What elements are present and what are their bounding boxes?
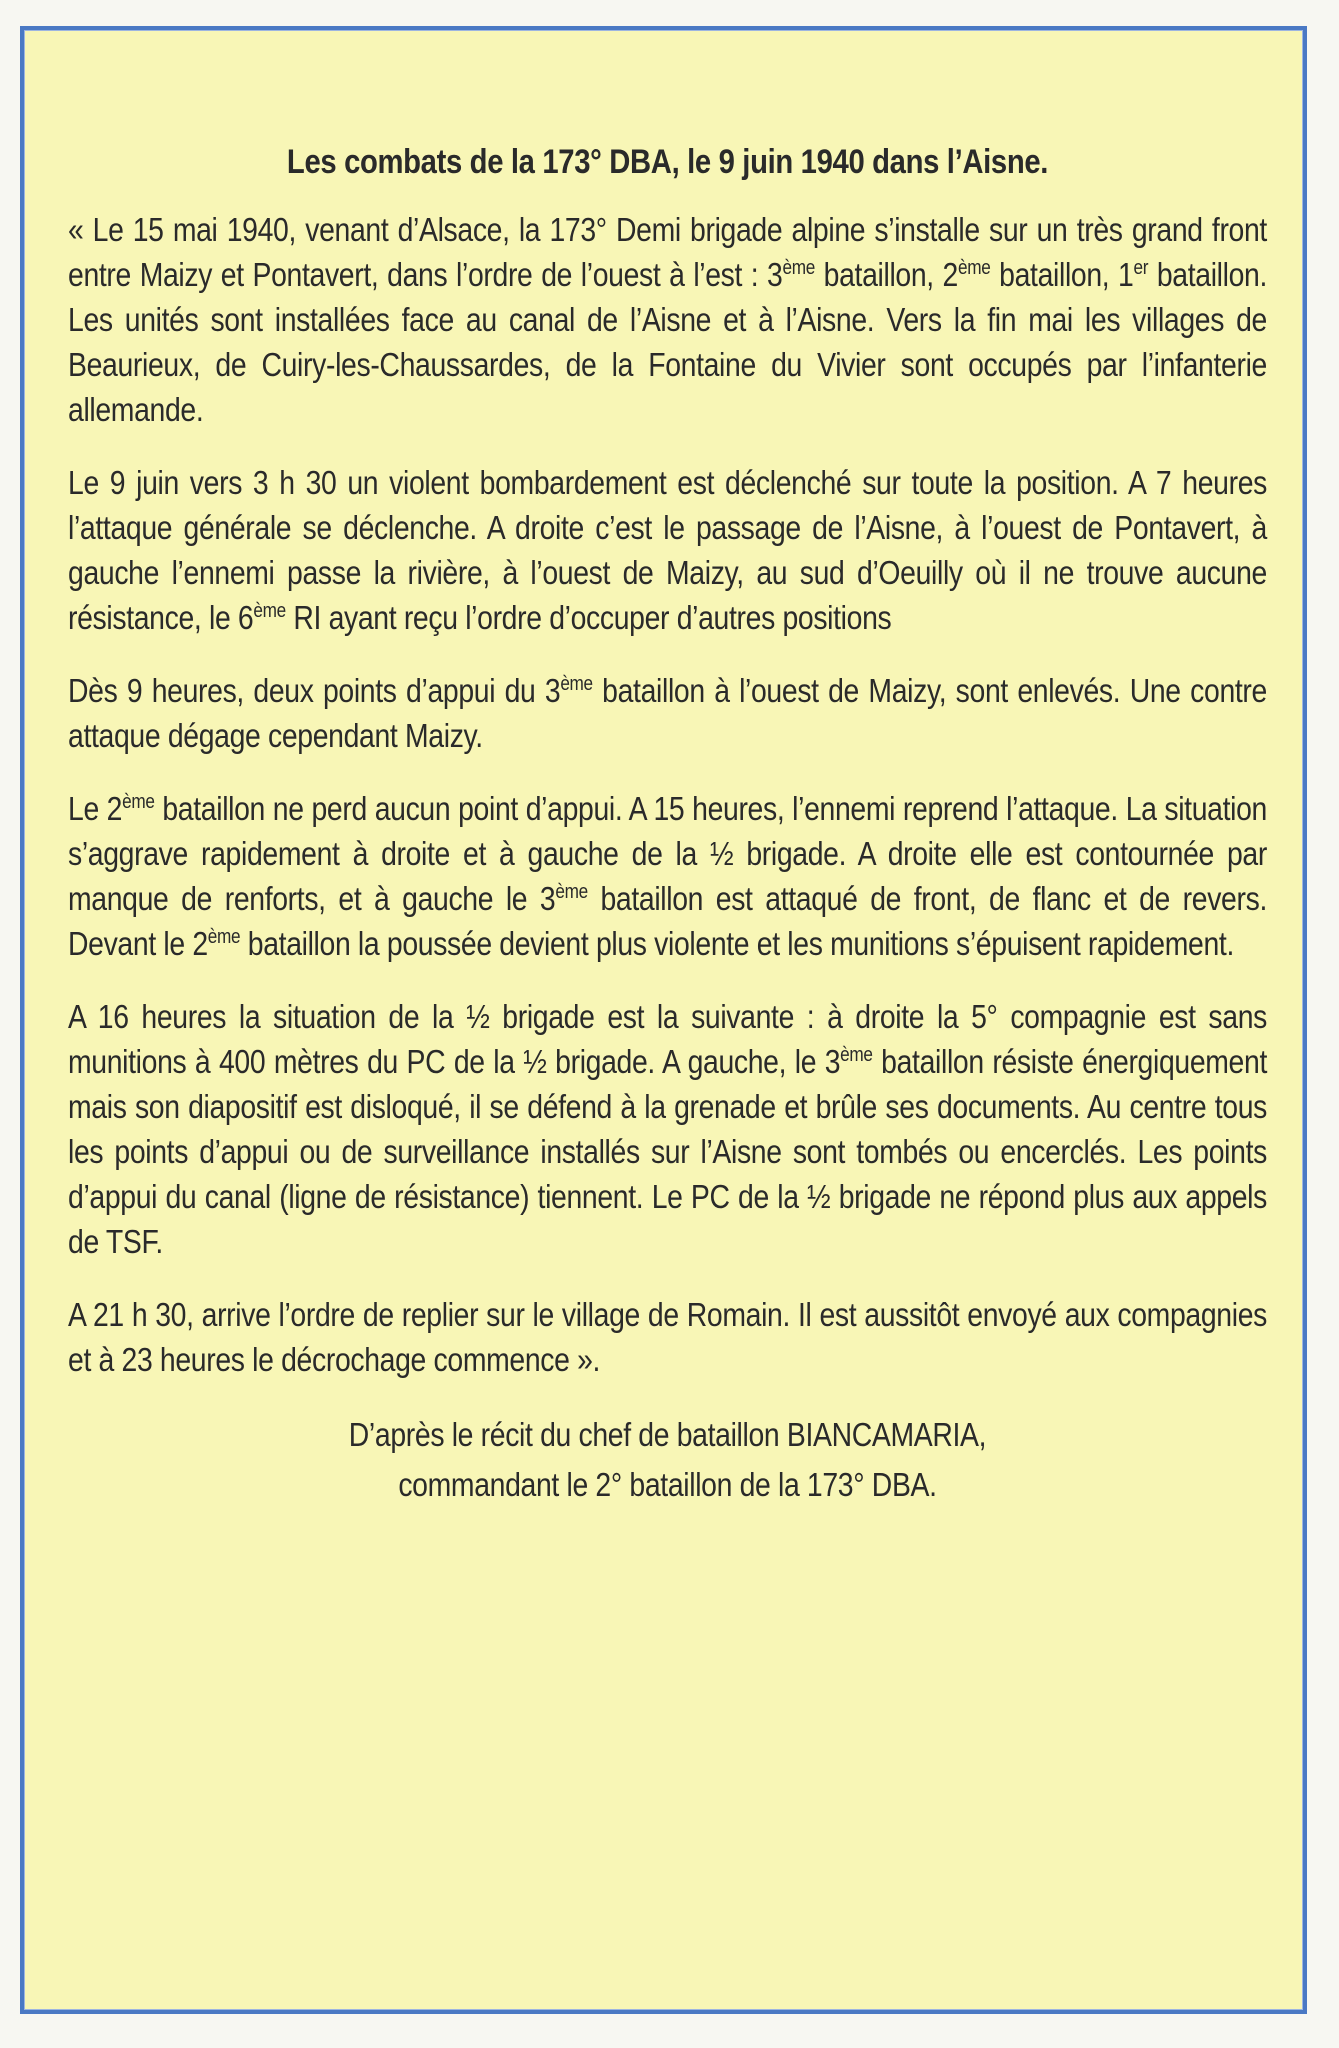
paragraph-text: bataillon est attaqué de front, de flanc et de revers. Devant le 2: [68, 880, 1268, 962]
document-frame: [20, 26, 1307, 2014]
signature-line-1: D’après le récit du chef de bataillon BIANCAMARIA,: [348, 1416, 987, 1453]
paragraph-text: A 21 h 30, arrive l’ordre de replier sur le village de Romain. Il est aussitôt envoyé aux compagnies et à 23 heures le décrochage commence ».: [68, 1296, 1267, 1378]
paragraph-text: bataillon à l’ouest de Maizy, sont enlevés. Une contre attaque dégage cependant Maizy.: [68, 672, 1267, 754]
signature-block: [68, 1410, 1267, 1510]
superscript: ème: [560, 673, 593, 695]
paragraph-text: Dès 9 heures, deux points d’appui du 3: [68, 672, 561, 709]
paragraph-text: bataillon, 1: [990, 256, 1134, 293]
paragraph-5: [68, 994, 1267, 1264]
paragraph-4: [68, 786, 1267, 966]
document-body: [68, 140, 1267, 1510]
paragraph-text: Le 2: [68, 790, 123, 827]
paragraph-text: bataillon ne perd aucun point d’appui. A 15 heures, l’ennemi reprend l’attaque. La situation s’aggrave rapidement à droite et à gauche de la ½ brigade. A droite elle est contournée par manque de renforts, et à gauche le 3: [68, 790, 1267, 917]
superscript: ème: [782, 257, 815, 279]
paragraph-1: [68, 207, 1267, 432]
superscript: ème: [253, 600, 286, 622]
signature-line-2: commandant le 2° bataillon de la 173° DBA.: [398, 1466, 937, 1503]
paragraph-text: bataillon, 2: [814, 256, 959, 293]
superscript: ème: [958, 257, 991, 279]
paragraph-text: bataillon. Les unités sont installées face au canal de l’Aisne et à l’Aisne. Vers la fin mai les villages de Beaurieux, de Cuiry-les-Chaussardes, de la Fontaine du Vivier sont occupés par l’infanterie allemande.: [68, 256, 1268, 428]
paragraph-3: [68, 668, 1267, 758]
paragraph-text: bataillon résiste énergiquement mais son diapositif est disloqué, il se défend à la grenade et brûle ses documents. Au centre tous les points d’appui ou de surveillance installés sur l’Aisne sont tombés ou encerclés. Les points d’appui du canal (ligne de résistance) tiennent. Le PC de la ½ brigade ne répond plus aux appels de TSF.: [68, 1043, 1267, 1260]
paragraph-6: [68, 1292, 1267, 1382]
superscript: er: [1133, 257, 1149, 279]
paragraph-2: [68, 460, 1267, 640]
paragraph-text: bataillon la poussée devient plus violente et les munitions s’épuisent rapidement.: [240, 925, 1234, 962]
superscript: ème: [840, 1044, 873, 1066]
paragraph-text: A 16 heures la situation de la ½ brigade est la suivante : à droite la 5° compagnie est sans munitions à 400 mètres du PC de la ½ brigade. A gauche, le 3: [68, 998, 1267, 1080]
superscript: ème: [207, 926, 241, 948]
superscript: ème: [122, 791, 155, 813]
superscript: ème: [555, 881, 588, 903]
paragraph-text: Le 9 juin vers 3 h 30 un violent bombardement est déclenché sur toute la position. A 7 heures l’attaque générale se déclenche. A droite c’est le passage de l’Aisne, à l’ouest de Pontavert, à gauche l’ennemi passe la rivière, à l’ouest de Maizy, au sud d’Oeuilly où il ne trouve aucune résistance, le 6: [68, 464, 1267, 636]
document-title: Les combats de la 173° DBA, le 9 juin 1940 dans l’Aisne.: [286, 143, 1049, 181]
paragraph-text: RI ayant reçu l’ordre d’occuper d’autres positions: [285, 599, 892, 636]
paragraph-text: « Le 15 mai 1940, venant d’Alsace, la 173° Demi brigade alpine s’installe sur un très grand front entre Maizy et Pontavert, dans l’ordre de l’ouest à l’est : 3: [68, 211, 1267, 293]
